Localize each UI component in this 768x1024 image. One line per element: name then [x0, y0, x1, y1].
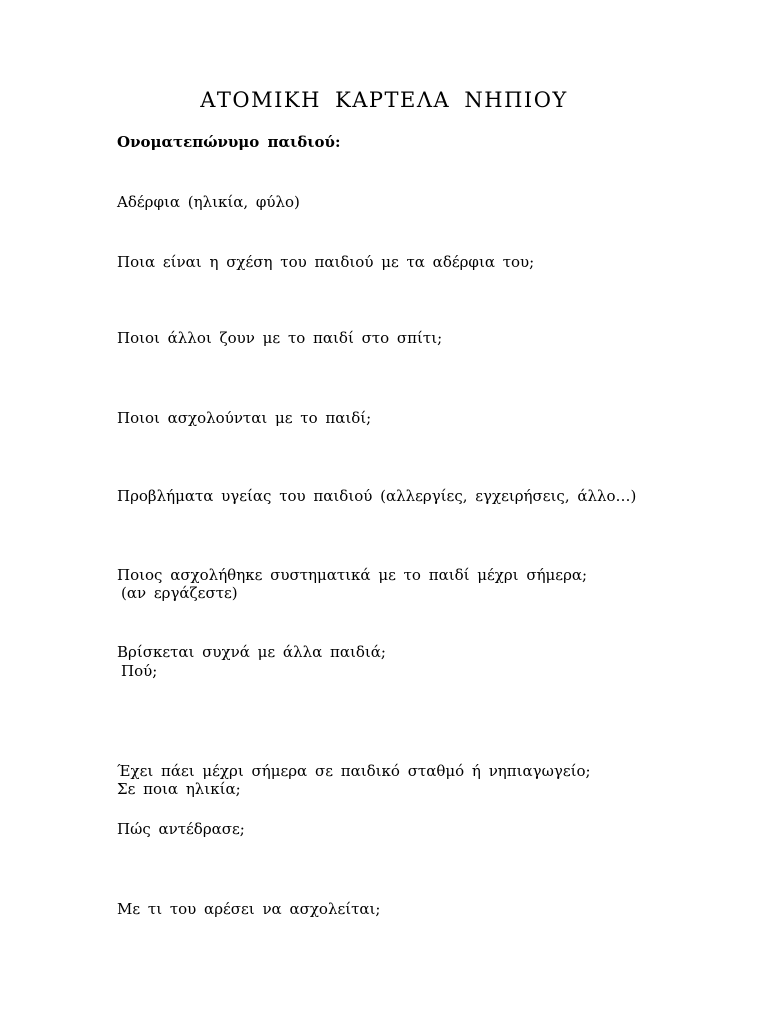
health-question: Προβλήματα υγείας του παιδιού (αλλεργίες, εγχειρήσεις, άλλο…) — [117, 487, 637, 505]
sibling-relationship-question: Ποια είναι η σχέση του παιδιού με τα αδέρφια του; — [117, 253, 535, 271]
nursery-question: Έχει πάει μέχρι σήμερα σε παιδικό σταθμό ή νηπιαγωγείο; — [117, 762, 591, 780]
nursery-age-question: Σε ποια ηλικία; — [117, 780, 241, 798]
name-field-label: Ονοματεπώνυμο παιδιού: — [117, 133, 341, 151]
other-children-where: Πού; — [121, 662, 158, 680]
systematic-care-question: Ποιος ασχολήθηκε συστηματικά με το παιδί μέχρι σήμερα; — [117, 566, 588, 584]
activities-question: Με τι του αρέσει να ασχολείται; — [117, 900, 381, 918]
other-children-question: Βρίσκεται συχνά με άλλα παιδιά; — [117, 643, 386, 661]
siblings-field-label: Αδέρφια (ηλικία, φύλο) — [117, 193, 300, 211]
caregivers-question: Ποιοι ασχολούνται με το παιδί; — [117, 409, 372, 427]
reaction-question: Πώς αντέδρασε; — [117, 820, 245, 838]
household-question: Ποιοι άλλοι ζουν με το παιδί στο σπίτι; — [117, 329, 443, 347]
page-title: ΑΤΟΜΙΚΗ ΚΑΡΤΕΛΑ ΝΗΠΙΟΥ — [200, 88, 568, 112]
systematic-care-note: (αν εργάζεστε) — [121, 584, 238, 602]
